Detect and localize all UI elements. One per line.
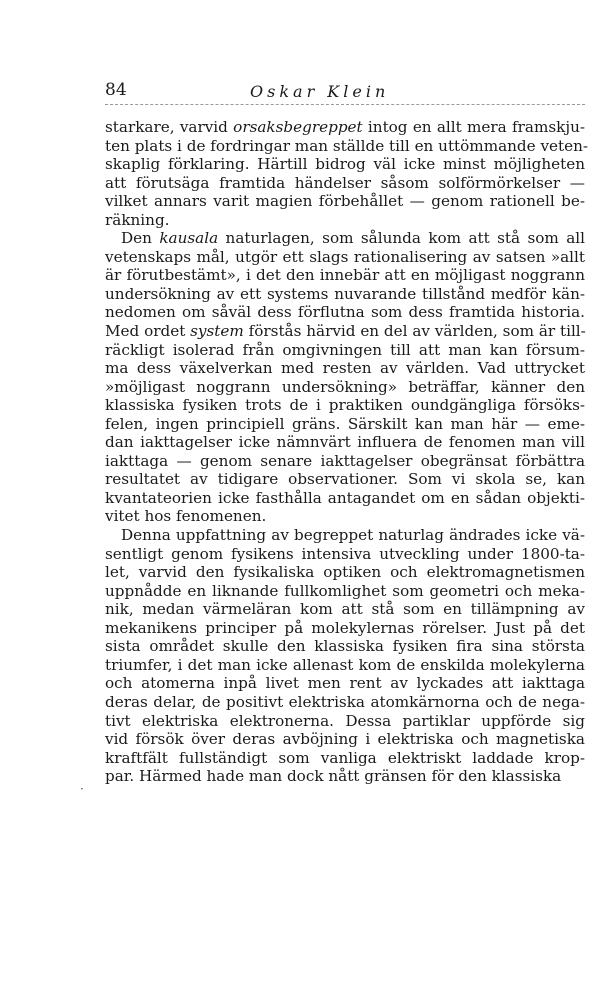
text-segment: nik, medan värmeläran kom att stå som en tillämpning av xyxy=(105,600,585,619)
text-line xyxy=(105,712,585,731)
text-segment: Med ordet xyxy=(105,322,191,341)
text-segment: klassiska fysiken trots de i praktiken oundgängliga försöks- xyxy=(105,396,585,415)
text-line xyxy=(105,507,585,526)
text-segment: skaplig förklaring. Härtill bidrog väl icke minst möjligheten xyxy=(105,155,585,174)
text-line xyxy=(105,433,585,452)
text-segment: intog en allt mera framskju- xyxy=(362,118,585,136)
text-line xyxy=(105,619,585,638)
text-line xyxy=(105,248,585,267)
text-line xyxy=(105,322,585,341)
text-line xyxy=(105,489,585,508)
text-segment: triumfer, i det man icke allenast kom de enskilda molekylerna xyxy=(105,655,585,674)
text-line xyxy=(105,582,585,601)
body-text xyxy=(105,118,589,786)
text-segment: sista området skulle den klassiska fysiken fira sina största xyxy=(105,637,585,656)
text-segment: att förutsäga framtida händelser såsom solförmörkelser — xyxy=(105,173,585,192)
running-title: Oskar Klein xyxy=(250,82,390,101)
text-line xyxy=(105,749,585,768)
text-segment: ten plats i de fordringar man ställde till en uttömmande veten- xyxy=(105,136,589,155)
text-line xyxy=(105,136,589,156)
text-line xyxy=(105,155,585,174)
text-line xyxy=(105,378,585,397)
text-segment: resultatet av tidigare observationer. Som vi skola se, kan xyxy=(105,470,585,489)
text-line xyxy=(105,674,585,693)
text-segment: »möjligast noggrann undersökning» beträffar, känner den xyxy=(105,377,585,396)
text-line xyxy=(105,563,585,582)
text-line xyxy=(105,192,585,211)
page-number: 84 xyxy=(105,80,127,100)
text-segment: undersökning av ett systems nuvarande tillstånd medför kän- xyxy=(105,284,585,303)
text-line xyxy=(105,229,585,248)
text-segment: mekanikens principer på molekylernas rörelser. Just på det xyxy=(105,618,585,637)
text-segment: starkare, varvid xyxy=(105,118,234,136)
text-segment: nedomen om såväl dess förflutna som dess framtida historia. xyxy=(105,303,585,322)
text-line xyxy=(105,767,585,786)
text-segment: vid försök över deras avböjning i elektriska och magnetiska xyxy=(105,730,585,749)
emphasized-term: kausala xyxy=(159,229,219,248)
text-segment: iakttaga — genom senare iakttagelser obegränsat förbättra xyxy=(105,451,585,470)
margin-mark: · xyxy=(80,782,84,796)
text-line xyxy=(105,656,585,675)
text-line xyxy=(105,266,585,285)
text-segment: sentligt genom fysikens intensiva utveckling under 1800-ta- xyxy=(105,544,585,563)
text-line xyxy=(105,452,585,471)
text-line xyxy=(105,637,585,656)
emphasized-term: system xyxy=(190,322,244,341)
text-segment: tivt elektriska elektronerna. Dessa partiklar uppförde sig xyxy=(105,711,585,730)
text-segment: uppnådde en liknande fullkomlighet som geometri och meka- xyxy=(105,581,585,600)
text-line xyxy=(105,303,585,322)
text-segment: förstås härvid en del av världen, som är till- xyxy=(243,322,586,341)
text-line xyxy=(105,693,585,712)
text-line xyxy=(105,211,585,230)
text-line xyxy=(105,174,585,193)
text-line xyxy=(105,118,585,137)
text-line xyxy=(105,359,585,378)
text-segment: vilket annars varit magien förbehållet — genom rationell be- xyxy=(105,192,585,211)
emphasized-term: orsaksbegreppet xyxy=(233,118,363,136)
text-segment: vetenskaps mål, utgör ett slags rationalisering av satsen »allt xyxy=(105,247,585,266)
text-segment: naturlagen, som sålunda kom att stå som all xyxy=(218,229,585,248)
text-line xyxy=(105,415,585,434)
text-segment: kvantateorien icke fasthålla antagandet om en sådan objekti- xyxy=(105,488,585,507)
text-segment: felen, ingen principiell gräns. Särskilt kan man här — eme- xyxy=(105,414,585,433)
text-line xyxy=(105,730,585,749)
text-line xyxy=(105,545,585,564)
text-segment: dan iakttagelser icke nämnvärt influera de fenomen man vill xyxy=(105,433,585,452)
text-line xyxy=(105,341,585,360)
text-segment: vitet hos fenomenen. xyxy=(105,507,267,526)
text-line xyxy=(105,396,585,415)
text-segment: kraftfält fullständigt som vanliga elektriskt laddade krop- xyxy=(105,748,585,767)
text-line xyxy=(105,526,585,545)
text-line xyxy=(105,470,585,489)
header-rule xyxy=(105,104,585,105)
text-line xyxy=(105,600,585,619)
text-segment: ma dess växelverkan med resten av världen. Vad uttrycket xyxy=(105,359,585,378)
text-segment: räckligt isolerad från omgivningen till att man kan försum- xyxy=(105,340,585,359)
text-segment: let, varvid den fysikaliska optiken och elektromagnetismen xyxy=(105,563,585,582)
text-segment: är förutbestämt», i det den innebär att en möjligast noggrann xyxy=(105,266,585,285)
text-segment: par. Härmed hade man dock nått gränsen för den klassiska xyxy=(105,767,562,786)
text-segment: Den xyxy=(121,229,160,248)
text-segment: Denna uppfattning av begreppet naturlag ändrades icke vä- xyxy=(121,526,585,545)
text-line xyxy=(105,285,585,304)
text-segment: räkning. xyxy=(105,210,170,229)
text-segment: deras delar, de positivt elektriska atomkärnorna och de nega- xyxy=(105,692,585,711)
text-segment: och atomerna inpå livet men rent av lyckades att iakttaga xyxy=(105,674,585,693)
